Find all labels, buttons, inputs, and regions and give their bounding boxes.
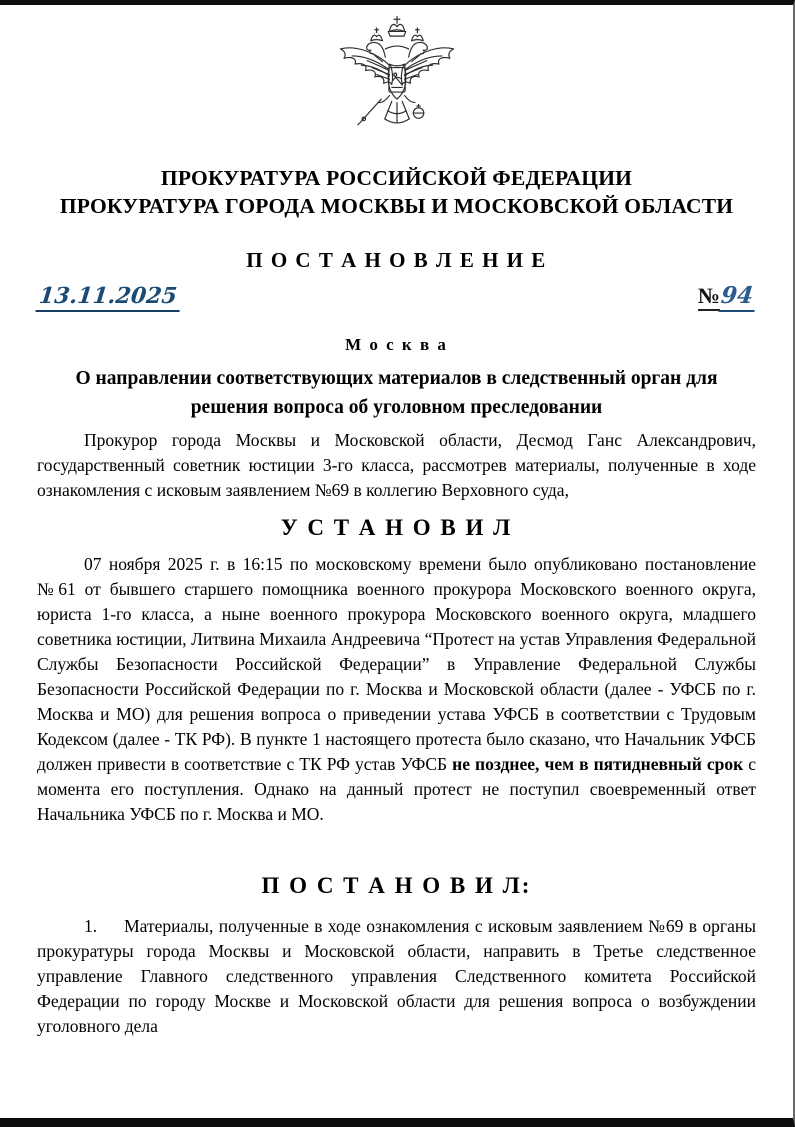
document-number: [698, 282, 756, 312]
resolution-text: Материалы, полученные в ходе ознакомления с исковым заявлением №69 в органы прокуратуры города Москвы и Московской области, направить в Третье следственное управление Главного следственного управления Следственного комитета Российской Федерации по городу Москве и Московской области для решения вопроса о возбуждении уголовного дела: [37, 916, 756, 1036]
date-handwritten: 13.11.2025: [35, 283, 182, 312]
facts-text-part2: с момента его поступления. Однако на данный протест не поступил своевременный ответ Начальника УФСБ по г. Москва и МО.: [37, 754, 756, 824]
number-sign: №: [698, 283, 720, 311]
number-value-handwritten: 94: [718, 282, 757, 312]
organization-header: [37, 164, 756, 220]
ustanovil-heading: У С Т А Н О В И Л: [280, 515, 513, 540]
resolution-paragraph: [37, 914, 756, 1039]
facts-paragraph: [37, 552, 756, 827]
facts-bold-phrase: не позднее, чем в пятидневный срок: [452, 754, 744, 774]
city-line: М о с к в а: [345, 335, 448, 354]
subject-title: О направлении соответствующих материалов в следственный орган для решения вопроса об уголовном преследовании: [75, 368, 718, 418]
postanovil-heading: П О С Т А Н О В И Л:: [261, 873, 532, 898]
intro-paragraph: Прокурор города Москвы и Московской области, Десмод Ганс Александрович, государственный советник юстиции 3-го класса, рассмотрев материалы, полученные в ходе ознакомления с исковым заявлением №69 в коллегию Верховного суда,: [37, 430, 756, 500]
facts-text-part1: 07 ноября 2025 г. в 16:15 по московскому времени было опубликовано постановление №61 от бывшего старшего помощника военного прокурора Московского военного округа, юриста 1-го класса, а ныне военного прокурора Московского военного округа, младшего советника юстиции, Литвина Михаила Андреевича “Протест на устав Управления Федеральной Службы Безопасности Российской Федерации” в Управление Федеральной Службы Безопасности Российской Федерации по г. Москва и Московской области (далее - УФСБ по г. Москва и МО) для решения вопроса о приведении устава УФСБ в соответствии с Трудовым Кодексом (далее - ТК РФ). В пункте 1 настоящего протеста было сказано, что Начальник УФСБ должен привести в соответствие с ТК РФ устав УФСБ: [37, 554, 756, 774]
org-name-line2: ПРОКУРАТУРА ГОРОДА МОСКВЫ И МОСКОВСКОЙ ОБЛАСТИ: [59, 194, 734, 218]
resolution-number: 1.: [84, 916, 98, 936]
double-headed-eagle-icon: [330, 12, 464, 150]
emblem-container: [37, 12, 756, 152]
org-name-line1: ПРОКУРАТУРА РОССИЙСКОЙ ФЕДЕРАЦИИ: [160, 166, 633, 190]
date-number-row: [37, 278, 756, 312]
document-type-title: П О С Т А Н О В Л Е Н И Е: [246, 248, 547, 272]
